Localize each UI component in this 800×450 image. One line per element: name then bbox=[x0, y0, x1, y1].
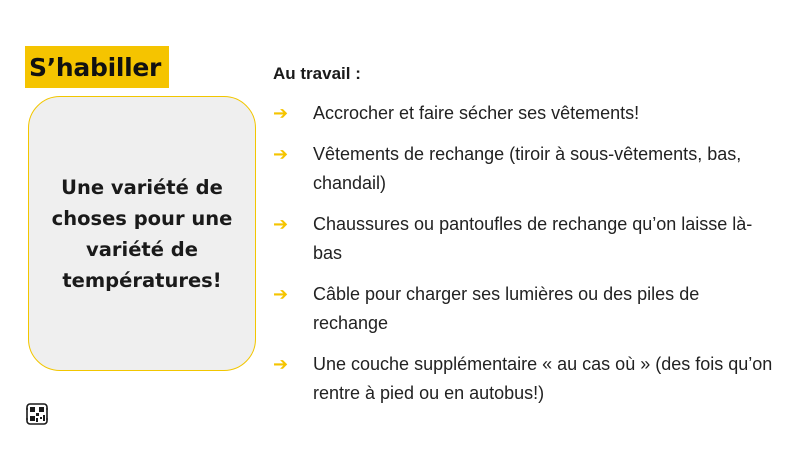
arrow-icon: ➔ bbox=[273, 354, 289, 375]
arrow-icon: ➔ bbox=[273, 214, 289, 235]
bullet-list bbox=[273, 99, 773, 420]
bullet-text: Accrocher et faire sécher ses vêtements! bbox=[313, 103, 640, 123]
organization-logo-icon bbox=[26, 403, 48, 425]
bullet-item bbox=[273, 210, 773, 268]
bullet-item bbox=[273, 99, 773, 128]
bullet-text: Câble pour charger ses lumières ou des piles de rechange bbox=[313, 284, 700, 333]
section-heading: Au travail : bbox=[273, 64, 361, 83]
arrow-icon: ➔ bbox=[273, 103, 289, 124]
bullet-text: Chaussures ou pantoufles de rechange qu’on laisse là-bas bbox=[313, 214, 753, 263]
bullet-text: Une couche supplémentaire « au cas où » (des fois qu’on rentre à pied ou en autobus!) bbox=[313, 354, 773, 403]
arrow-icon: ➔ bbox=[273, 144, 289, 165]
bullet-text: Vêtements de rechange (tiroir à sous-vêtements, bas, chandail) bbox=[313, 144, 742, 193]
bullet-item bbox=[273, 280, 773, 338]
highlight-card-text: Une variété de choses pour une variété de températures! bbox=[51, 175, 233, 292]
highlight-card bbox=[28, 96, 256, 371]
slide-title: S’habiller bbox=[25, 46, 169, 88]
bullet-item bbox=[273, 140, 773, 198]
arrow-icon: ➔ bbox=[273, 284, 289, 305]
bullet-item bbox=[273, 350, 773, 408]
